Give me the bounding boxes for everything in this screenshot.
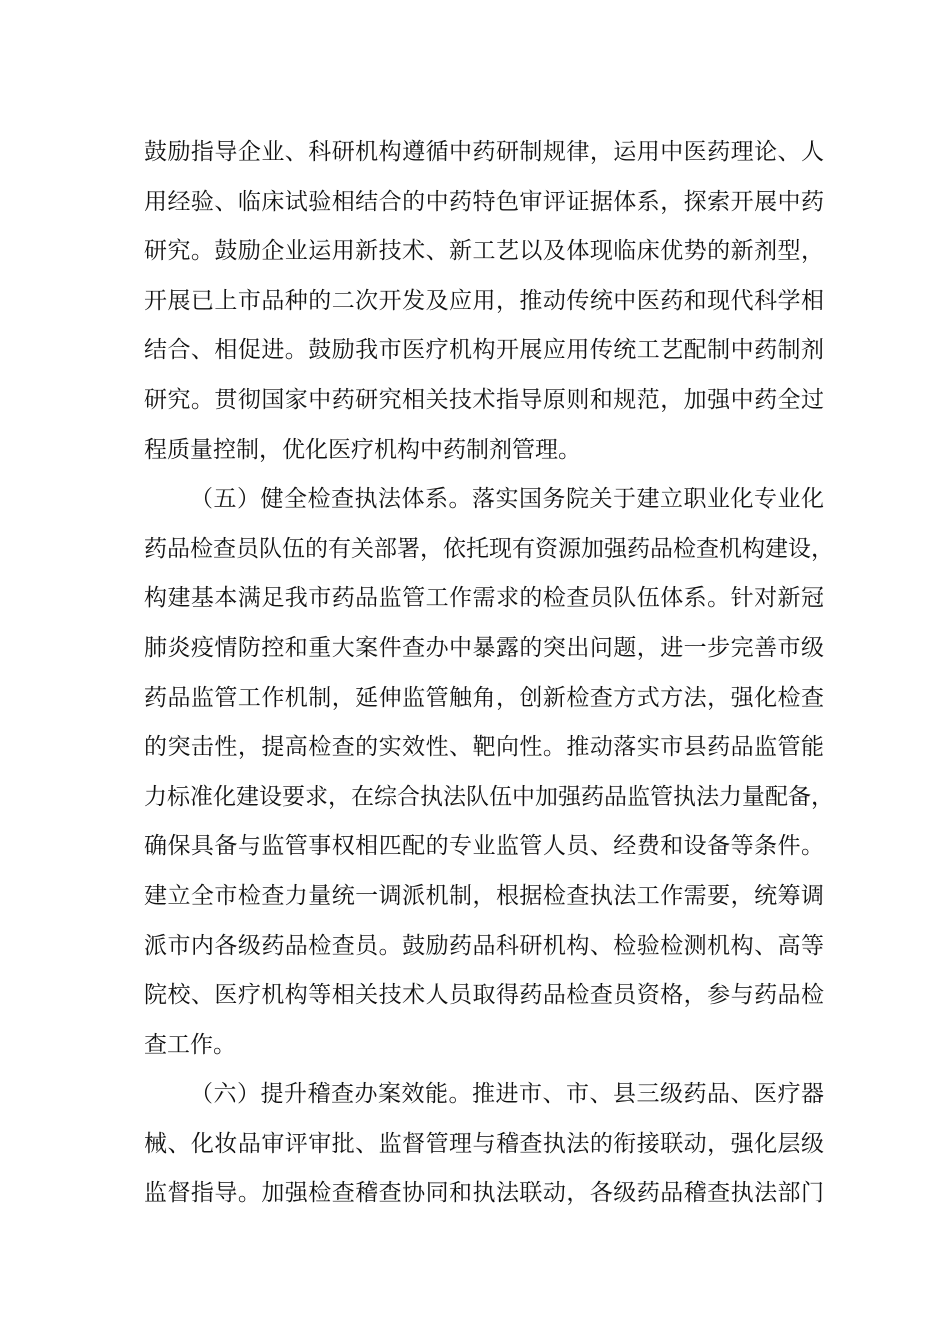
paragraph-1 [144,128,824,475]
text-line: 构建基本满足我市药品监管工作需求的检查员队伍体系。针对新冠 [144,585,824,612]
text-line: 结合、相促进。鼓励我市医疗机构开展应用传统工艺配制中药制剂 [144,337,824,364]
text-line: 的突击性，提高检查的实效性、靶向性。推动落实市县药品监管能 [144,734,824,761]
document-body [144,128,834,1219]
text-line: 监督指导。加强检查稽查协同和执法联动，各级药品稽查执法部门 [144,1180,824,1207]
text-line: 械、化妆品审评审批、监督管理与稽查执法的衔接联动，强化层级 [144,1130,824,1157]
text-line: 用经验、临床试验相结合的中药特色审评证据体系，探索开展中药 [144,188,824,215]
text-line: 力标准化建设要求，在综合执法队伍中加强药品监管执法力量配备， [144,783,834,810]
text-line: 程质量控制，优化医疗机构中药制剂管理。 [144,436,581,463]
paragraph-3 [144,1070,824,1219]
text-line: 建立全市检查力量统一调派机制，根据检查执法工作需要，统筹调 [144,882,824,909]
text-line: 药品监管工作机制，延伸监管触角，创新检查方式方法，强化检查 [144,684,824,711]
text-line: 确保具备与监管事权相匹配的专业监管人员、经费和设备等条件。 [144,833,824,860]
text-line: 药品检查员队伍的有关部署，依托现有资源加强药品检查机构建设， [144,535,834,562]
text-line: 研究。贯彻国家中药研究相关技术指导原则和规范，加强中药全过 [144,386,824,413]
text-line: 查工作。 [144,1031,236,1058]
paragraph-2 [144,475,834,1070]
text-line: 鼓励指导企业、科研机构遵循中药研制规律，运用中医药理论、人 [144,139,824,165]
text-line: 肺炎疫情防控和重大案件查办中暴露的突出问题，进一步完善市级 [144,634,824,661]
paragraph-heading-line: （六）提升稽查办案效能。推进市、市、县三级药品、医疗器 [190,1081,824,1108]
text-line: 派市内各级药品检查员。鼓励药品科研机构、检验检测机构、高等 [144,932,824,959]
text-line: 院校、医疗机构等相关技术人员取得药品检查员资格，参与药品检 [144,982,824,1009]
paragraph-heading-line: （五）健全检查执法体系。落实国务院关于建立职业化专业化 [190,486,824,513]
text-line: 研究。鼓励企业运用新技术、新工艺以及体现临床优势的新剂型， [144,238,824,265]
text-line: 开展已上市品种的二次开发及应用，推动传统中医药和现代科学相 [144,287,824,314]
